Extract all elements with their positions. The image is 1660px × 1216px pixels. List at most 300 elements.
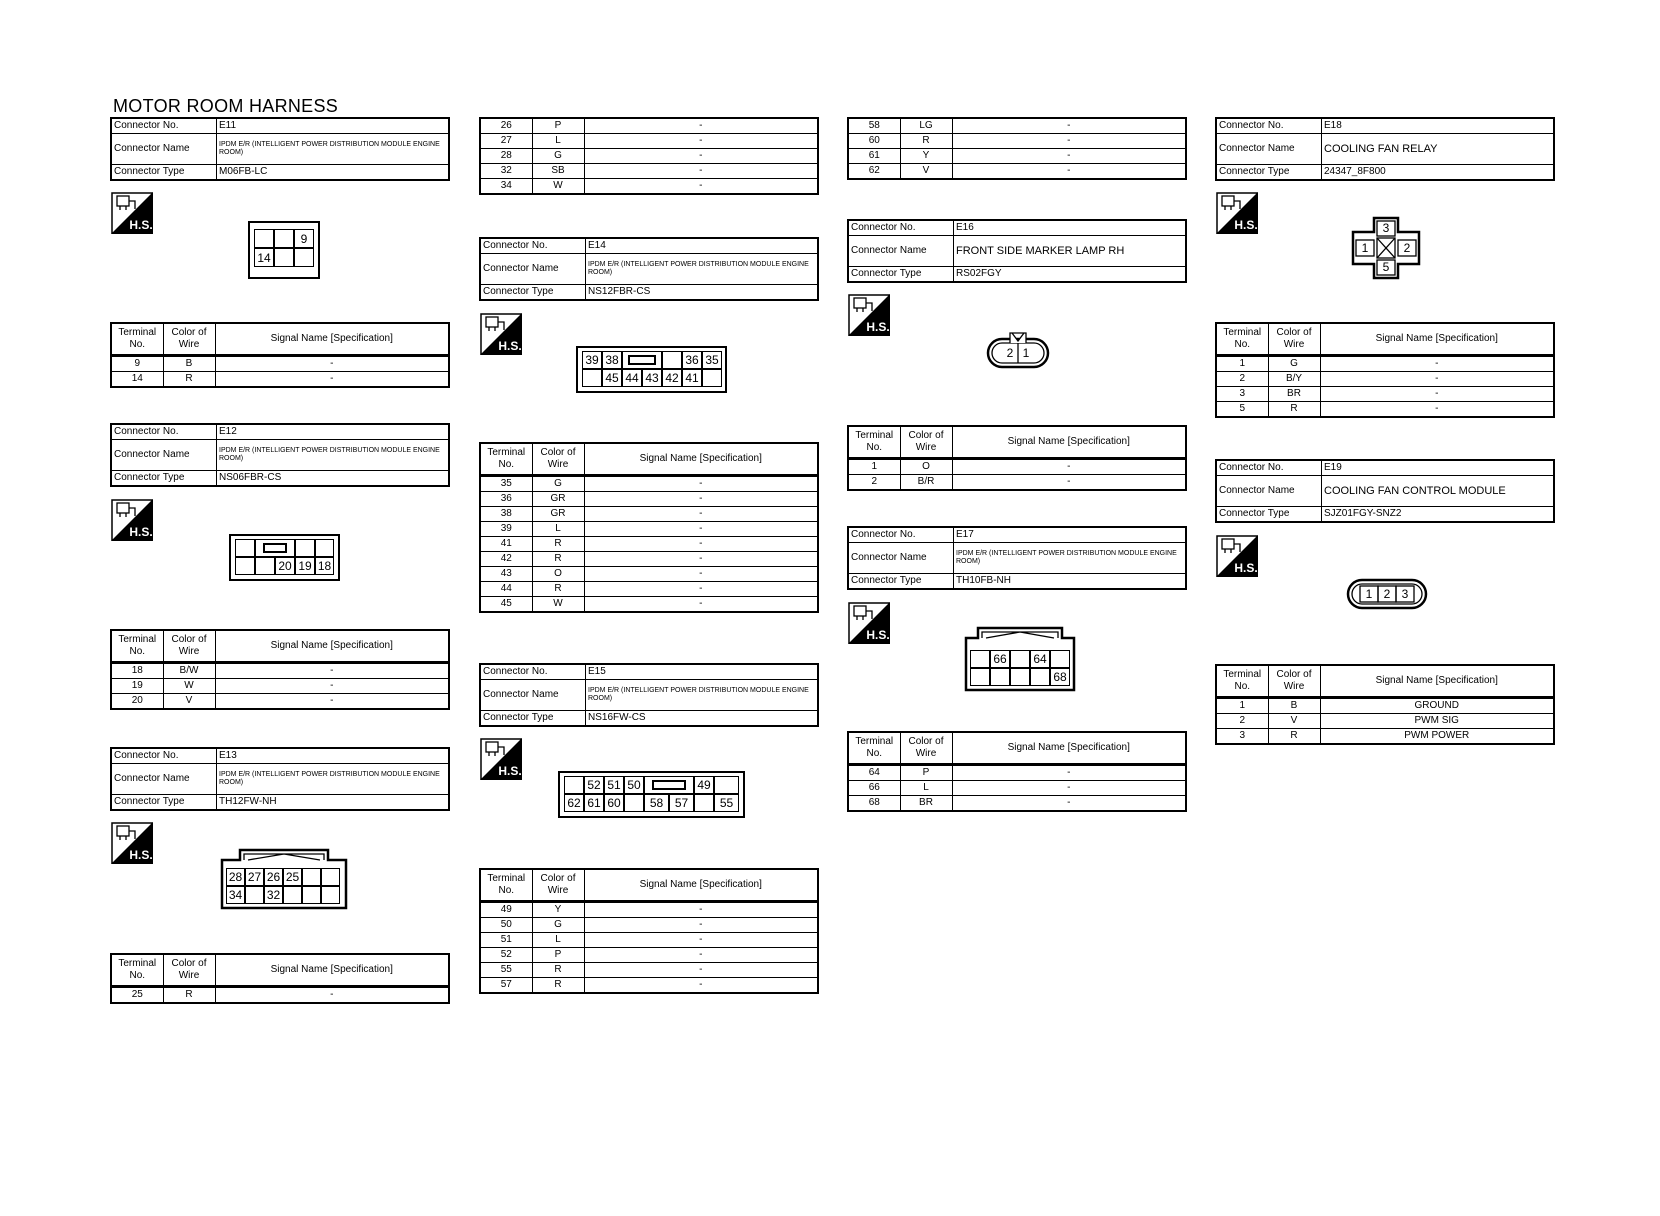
table-row — [480, 948, 818, 963]
connector-name-value: COOLING FAN CONTROL MODULE — [1322, 476, 1555, 507]
pin-label: 41 — [682, 369, 702, 387]
signal-name-cell: - — [215, 694, 449, 710]
table-row — [1216, 356, 1554, 372]
terminal-no-cell: 60 — [848, 134, 900, 149]
table-row — [480, 918, 818, 933]
terminal-table-e15-part2 — [847, 117, 1187, 180]
header-signal-name: Signal Name [Specification] — [1320, 665, 1554, 698]
signal-name-cell: - — [215, 987, 449, 1004]
terminal-no-cell: 20 — [111, 694, 163, 710]
wire-color-cell: SB — [532, 164, 584, 179]
connector-type-value: NS16FW-CS — [586, 711, 819, 727]
wire-color-cell: L — [532, 522, 584, 537]
connector-info-e17 — [847, 526, 1187, 590]
table-row — [848, 796, 1186, 812]
terminal-no-cell: 19 — [111, 679, 163, 694]
table-row — [848, 459, 1186, 475]
table-row — [480, 567, 818, 582]
label-connector-type: Connector Type — [480, 285, 586, 301]
pin-label: 35 — [702, 351, 722, 369]
signal-name-cell: - — [584, 522, 818, 537]
page-title: MOTOR ROOM HARNESS — [113, 96, 339, 116]
hs-label: H.S. — [129, 218, 153, 232]
terminal-no-cell: 49 — [480, 902, 532, 918]
wire-color-cell: B/W — [163, 663, 215, 679]
header-signal-name: Signal Name [Specification] — [215, 954, 449, 987]
connector-no-value: E18 — [1322, 118, 1555, 134]
table-row — [848, 149, 1186, 164]
label-connector-name: Connector Name — [1216, 476, 1322, 507]
terminal-no-cell: 27 — [480, 134, 532, 149]
terminal-no-cell: 50 — [480, 918, 532, 933]
signal-name-cell: - — [584, 933, 818, 948]
connector-type-value: 24347_8F800 — [1322, 165, 1555, 181]
hs-icon — [848, 294, 890, 336]
connector-info-e18 — [1215, 117, 1555, 181]
hs-icon — [1216, 192, 1258, 234]
table-row — [848, 475, 1186, 491]
header-color-of-wire: Color of Wire — [532, 869, 584, 902]
terminal-table-e15-part1 — [479, 868, 819, 994]
wire-color-cell: P — [532, 118, 584, 134]
wire-color-cell: GR — [532, 507, 584, 522]
header-signal-name: Signal Name [Specification] — [952, 732, 1186, 765]
header-terminal-no: Terminal No. — [848, 426, 900, 459]
terminal-no-cell: 2 — [848, 475, 900, 491]
pin-label: 61 — [584, 794, 604, 812]
signal-name-cell: - — [584, 597, 818, 613]
pin-label: 25 — [283, 868, 302, 886]
svg-text:H.S.: H.S. — [129, 848, 153, 862]
connector-no-value: E15 — [586, 664, 819, 680]
signal-name-cell: - — [584, 134, 818, 149]
table-row — [480, 507, 818, 522]
terminal-table-e14 — [479, 442, 819, 613]
signal-name-cell: - — [584, 978, 818, 994]
connector-info-e19 — [1215, 459, 1555, 523]
terminal-no-cell: 44 — [480, 582, 532, 597]
pin-label: 3 — [1401, 587, 1409, 601]
terminal-no-cell: 1 — [1216, 698, 1268, 714]
connector-type-value: TH12FW-NH — [217, 795, 450, 811]
wire-color-cell: O — [532, 567, 584, 582]
pin-label: 60 — [604, 794, 624, 812]
pin-label: 28 — [226, 868, 245, 886]
wire-color-cell: GR — [532, 492, 584, 507]
connector-face-e12 — [229, 534, 340, 581]
connector-info-e15 — [479, 663, 819, 727]
signal-name-cell: - — [584, 902, 818, 918]
terminal-table-e13-part2 — [479, 117, 819, 195]
header-terminal-no: Terminal No. — [111, 323, 163, 356]
header-terminal-no: Terminal No. — [111, 954, 163, 987]
wire-color-cell: P — [900, 765, 952, 781]
label-connector-no: Connector No. — [1216, 460, 1322, 476]
table-row — [111, 372, 449, 388]
svg-text:H.S.: H.S. — [866, 320, 890, 334]
label-connector-name: Connector Name — [480, 254, 586, 285]
wire-color-cell: W — [532, 179, 584, 195]
wire-color-cell: W — [532, 597, 584, 613]
wire-color-cell: B/Y — [1268, 372, 1320, 387]
wire-color-cell: BR — [900, 796, 952, 812]
terminal-no-cell: 39 — [480, 522, 532, 537]
label-connector-type: Connector Type — [848, 267, 954, 283]
terminal-no-cell: 66 — [848, 781, 900, 796]
wire-color-cell: P — [532, 948, 584, 963]
header-color-of-wire: Color of Wire — [532, 443, 584, 476]
svg-text:H.S.: H.S. — [866, 628, 890, 642]
header-terminal-no: Terminal No. — [1216, 665, 1268, 698]
table-row — [480, 522, 818, 537]
signal-name-cell: - — [584, 537, 818, 552]
wire-color-cell: G — [532, 149, 584, 164]
terminal-no-cell: 34 — [480, 179, 532, 195]
label-connector-name: Connector Name — [111, 764, 217, 795]
pin-label: 42 — [662, 369, 682, 387]
table-row — [111, 987, 449, 1004]
hs-icon — [111, 192, 153, 234]
terminal-no-cell: 18 — [111, 663, 163, 679]
connector-name-value: COOLING FAN RELAY — [1322, 134, 1555, 165]
table-row — [480, 134, 818, 149]
wire-color-cell: B — [1268, 698, 1320, 714]
signal-name-cell: - — [952, 134, 1186, 149]
header-terminal-no: Terminal No. — [111, 630, 163, 663]
signal-name-cell: - — [215, 679, 449, 694]
signal-name-cell: - — [1320, 356, 1554, 372]
hs-icon — [480, 313, 522, 355]
terminal-no-cell: 52 — [480, 948, 532, 963]
signal-name-cell: - — [584, 552, 818, 567]
connector-name-value: FRONT SIDE MARKER LAMP RH — [954, 236, 1187, 267]
header-color-of-wire: Color of Wire — [163, 954, 215, 987]
connector-face-e11 — [248, 221, 320, 279]
label-connector-name: Connector Name — [111, 134, 217, 165]
header-signal-name: Signal Name [Specification] — [215, 323, 449, 356]
table-row — [848, 781, 1186, 796]
terminal-table-e12 — [110, 629, 450, 710]
wire-color-cell: G — [1268, 356, 1320, 372]
connector-info-e13 — [110, 747, 450, 811]
signal-name-cell: - — [584, 567, 818, 582]
table-row — [1216, 402, 1554, 418]
signal-name-cell: GROUND — [1320, 698, 1554, 714]
signal-name-cell: - — [584, 179, 818, 195]
wire-color-cell: R — [532, 963, 584, 978]
pin-label: 1 — [1365, 587, 1373, 601]
label-connector-name: Connector Name — [848, 543, 954, 574]
label-connector-no: Connector No. — [848, 527, 954, 543]
svg-text:H.S.: H.S. — [1234, 218, 1258, 232]
connector-info-e11 — [110, 117, 450, 181]
label-connector-no: Connector No. — [111, 424, 217, 440]
signal-name-cell: PWM POWER — [1320, 729, 1554, 745]
pin-label: 9 — [294, 229, 314, 248]
pin-label: 68 — [1050, 668, 1070, 686]
table-row — [480, 963, 818, 978]
pin-label: 66 — [990, 650, 1010, 668]
hs-icon — [111, 822, 153, 864]
terminal-no-cell: 41 — [480, 537, 532, 552]
terminal-no-cell: 3 — [1216, 729, 1268, 745]
header-terminal-no: Terminal No. — [480, 443, 532, 476]
terminal-no-cell: 9 — [111, 356, 163, 372]
hs-icon — [1216, 535, 1258, 577]
wire-color-cell: V — [900, 164, 952, 180]
header-color-of-wire: Color of Wire — [900, 426, 952, 459]
signal-name-cell: - — [584, 963, 818, 978]
connector-type-value: NS12FBR-CS — [586, 285, 819, 301]
wire-color-cell: B — [163, 356, 215, 372]
connector-name-value: IPDM E/R (INTELLIGENT POWER DISTRIBUTION MODULE ENGINE ROOM) — [586, 680, 819, 711]
table-row — [480, 537, 818, 552]
table-row — [480, 552, 818, 567]
table-row — [480, 476, 818, 492]
pin-label: 34 — [226, 886, 245, 904]
table-row — [1216, 698, 1554, 714]
terminal-no-cell: 14 — [111, 372, 163, 388]
wire-color-cell: V — [163, 694, 215, 710]
signal-name-cell: - — [584, 476, 818, 492]
pin-label: 64 — [1030, 650, 1050, 668]
connector-type-value: RS02FGY — [954, 267, 1187, 283]
header-terminal-no: Terminal No. — [480, 869, 532, 902]
pin-label: 18 — [315, 557, 334, 575]
svg-text:H.S.: H.S. — [129, 525, 153, 539]
wire-color-cell: R — [163, 372, 215, 388]
connector-info-e16 — [847, 219, 1187, 283]
signal-name-cell: - — [1320, 402, 1554, 418]
connector-face-e19 — [1346, 578, 1428, 610]
signal-name-cell: - — [952, 118, 1186, 134]
label-connector-name: Connector Name — [848, 236, 954, 267]
signal-name-cell: - — [584, 918, 818, 933]
wire-color-cell: R — [532, 582, 584, 597]
terminal-no-cell: 42 — [480, 552, 532, 567]
signal-name-cell: - — [584, 118, 818, 134]
terminal-no-cell: 57 — [480, 978, 532, 994]
pin-label: 43 — [642, 369, 662, 387]
header-signal-name: Signal Name [Specification] — [215, 630, 449, 663]
terminal-no-cell: 5 — [1216, 402, 1268, 418]
pin-label: 38 — [602, 351, 622, 369]
signal-name-cell: - — [584, 149, 818, 164]
wire-color-cell: O — [900, 459, 952, 475]
pin-label: 45 — [602, 369, 622, 387]
wire-color-cell: L — [900, 781, 952, 796]
signal-name-cell: - — [584, 948, 818, 963]
connector-no-value: E16 — [954, 220, 1187, 236]
label-connector-no: Connector No. — [480, 238, 586, 254]
pin-label: 2 — [1403, 241, 1411, 255]
pin-label: 49 — [694, 776, 714, 794]
label-connector-type: Connector Type — [111, 795, 217, 811]
terminal-no-cell: 3 — [1216, 387, 1268, 402]
connector-name-value: IPDM E/R (INTELLIGENT POWER DISTRIBUTION MODULE ENGINE ROOM) — [954, 543, 1187, 574]
connector-no-value: E14 — [586, 238, 819, 254]
table-row — [1216, 714, 1554, 729]
terminal-table-e16 — [847, 425, 1187, 491]
connector-name-value: IPDM E/R (INTELLIGENT POWER DISTRIBUTION MODULE ENGINE ROOM) — [217, 764, 450, 795]
table-row — [480, 978, 818, 994]
table-row — [1216, 387, 1554, 402]
pin-label: 39 — [582, 351, 602, 369]
signal-name-cell: - — [584, 582, 818, 597]
pin-label: 2 — [1006, 346, 1014, 360]
table-row — [480, 149, 818, 164]
table-row — [111, 694, 449, 710]
label-connector-name: Connector Name — [111, 440, 217, 471]
wire-color-cell: R — [900, 134, 952, 149]
pin-label: 1 — [1361, 241, 1369, 255]
wire-color-cell: L — [532, 134, 584, 149]
wire-color-cell: R — [532, 537, 584, 552]
svg-text:H.S.: H.S. — [498, 339, 522, 353]
connector-no-value: E12 — [217, 424, 450, 440]
pin-label: 57 — [669, 794, 694, 812]
signal-name-cell: - — [952, 164, 1186, 180]
header-color-of-wire: Color of Wire — [900, 732, 952, 765]
signal-name-cell: - — [952, 765, 1186, 781]
header-signal-name: Signal Name [Specification] — [952, 426, 1186, 459]
terminal-no-cell: 55 — [480, 963, 532, 978]
label-connector-no: Connector No. — [480, 664, 586, 680]
label-connector-type: Connector Type — [1216, 507, 1322, 523]
terminal-no-cell: 36 — [480, 492, 532, 507]
signal-name-cell: - — [952, 475, 1186, 491]
pin-label: 51 — [604, 776, 624, 794]
wire-color-cell: R — [1268, 402, 1320, 418]
table-row — [848, 134, 1186, 149]
connector-info-e12 — [110, 423, 450, 487]
table-row — [480, 179, 818, 195]
table-row — [848, 164, 1186, 180]
signal-name-cell: - — [1320, 372, 1554, 387]
pin-label: 62 — [564, 794, 584, 812]
terminal-table-e13-part1 — [110, 953, 450, 1004]
label-connector-type: Connector Type — [480, 711, 586, 727]
terminal-no-cell: 58 — [848, 118, 900, 134]
terminal-no-cell: 61 — [848, 149, 900, 164]
pin-label: 26 — [264, 868, 283, 886]
label-connector-type: Connector Type — [111, 471, 217, 487]
connector-type-value: SJZ01FGY-SNZ2 — [1322, 507, 1555, 523]
signal-name-cell: - — [584, 492, 818, 507]
header-signal-name: Signal Name [Specification] — [584, 443, 818, 476]
connector-type-value: TH10FB-NH — [954, 574, 1187, 590]
terminal-no-cell: 35 — [480, 476, 532, 492]
connector-face-e14 — [576, 346, 727, 393]
terminal-no-cell: 2 — [1216, 714, 1268, 729]
wire-color-cell: B/R — [900, 475, 952, 491]
connector-face-e18 — [1351, 216, 1421, 280]
header-color-of-wire: Color of Wire — [1268, 323, 1320, 356]
pin-label: 32 — [264, 886, 283, 904]
header-signal-name: Signal Name [Specification] — [584, 869, 818, 902]
label-connector-type: Connector Type — [1216, 165, 1322, 181]
svg-text:H.S.: H.S. — [1234, 561, 1258, 575]
pin-label: 44 — [622, 369, 642, 387]
table-row — [480, 933, 818, 948]
label-connector-no: Connector No. — [1216, 118, 1322, 134]
terminal-table-e11 — [110, 322, 450, 388]
terminal-table-e18 — [1215, 322, 1555, 418]
terminal-table-e19 — [1215, 664, 1555, 745]
signal-name-cell: - — [215, 372, 449, 388]
table-row — [111, 679, 449, 694]
terminal-no-cell: 25 — [111, 987, 163, 1004]
connector-info-e14 — [479, 237, 819, 301]
table-row — [111, 356, 449, 372]
connector-name-value: IPDM E/R (INTELLIGENT POWER DISTRIBUTION MODULE ENGINE ROOM) — [217, 134, 450, 165]
wire-color-cell: Y — [900, 149, 952, 164]
hs-icon — [480, 738, 522, 780]
terminal-no-cell: 45 — [480, 597, 532, 613]
table-row — [1216, 729, 1554, 745]
connector-face-e17 — [964, 626, 1076, 692]
pin-label: 52 — [584, 776, 604, 794]
connector-no-value: E13 — [217, 748, 450, 764]
wire-color-cell: R — [532, 978, 584, 994]
table-row — [1216, 372, 1554, 387]
connector-name-value: IPDM E/R (INTELLIGENT POWER DISTRIBUTION MODULE ENGINE ROOM) — [586, 254, 819, 285]
header-signal-name: Signal Name [Specification] — [1320, 323, 1554, 356]
signal-name-cell: - — [952, 459, 1186, 475]
pin-label: 19 — [295, 557, 315, 575]
wire-color-cell: R — [532, 552, 584, 567]
signal-name-cell: - — [952, 796, 1186, 812]
table-row — [480, 902, 818, 918]
wire-color-cell: LG — [900, 118, 952, 134]
label-connector-no: Connector No. — [111, 118, 217, 134]
wire-color-cell: R — [163, 987, 215, 1004]
terminal-no-cell: 26 — [480, 118, 532, 134]
pin-label: 58 — [644, 794, 669, 812]
header-terminal-no: Terminal No. — [848, 732, 900, 765]
wire-color-cell: R — [1268, 729, 1320, 745]
connector-face-e15 — [558, 771, 745, 818]
terminal-no-cell: 51 — [480, 933, 532, 948]
pin-label: 20 — [275, 557, 295, 575]
connector-type-value: NS06FBR-CS — [217, 471, 450, 487]
table-row — [848, 765, 1186, 781]
label-connector-no: Connector No. — [111, 748, 217, 764]
terminal-no-cell: 1 — [848, 459, 900, 475]
wire-color-cell: Y — [532, 902, 584, 918]
connector-no-value: E11 — [217, 118, 450, 134]
connector-face-e16 — [986, 331, 1050, 371]
terminal-no-cell: 68 — [848, 796, 900, 812]
hs-icon — [848, 602, 890, 644]
connector-no-value: E17 — [954, 527, 1187, 543]
header-color-of-wire: Color of Wire — [163, 323, 215, 356]
pin-label: 2 — [1383, 587, 1391, 601]
terminal-no-cell: 2 — [1216, 372, 1268, 387]
connector-face-e13 — [218, 848, 350, 910]
wire-color-cell: BR — [1268, 387, 1320, 402]
wire-color-cell: L — [532, 933, 584, 948]
table-row — [480, 164, 818, 179]
label-connector-type: Connector Type — [111, 165, 217, 181]
connector-type-value: M06FB-LC — [217, 165, 450, 181]
label-connector-name: Connector Name — [1216, 134, 1322, 165]
pin-label: 14 — [254, 248, 274, 267]
terminal-no-cell: 38 — [480, 507, 532, 522]
table-row — [111, 663, 449, 679]
pin-label: 55 — [714, 794, 739, 812]
signal-name-cell: - — [952, 781, 1186, 796]
